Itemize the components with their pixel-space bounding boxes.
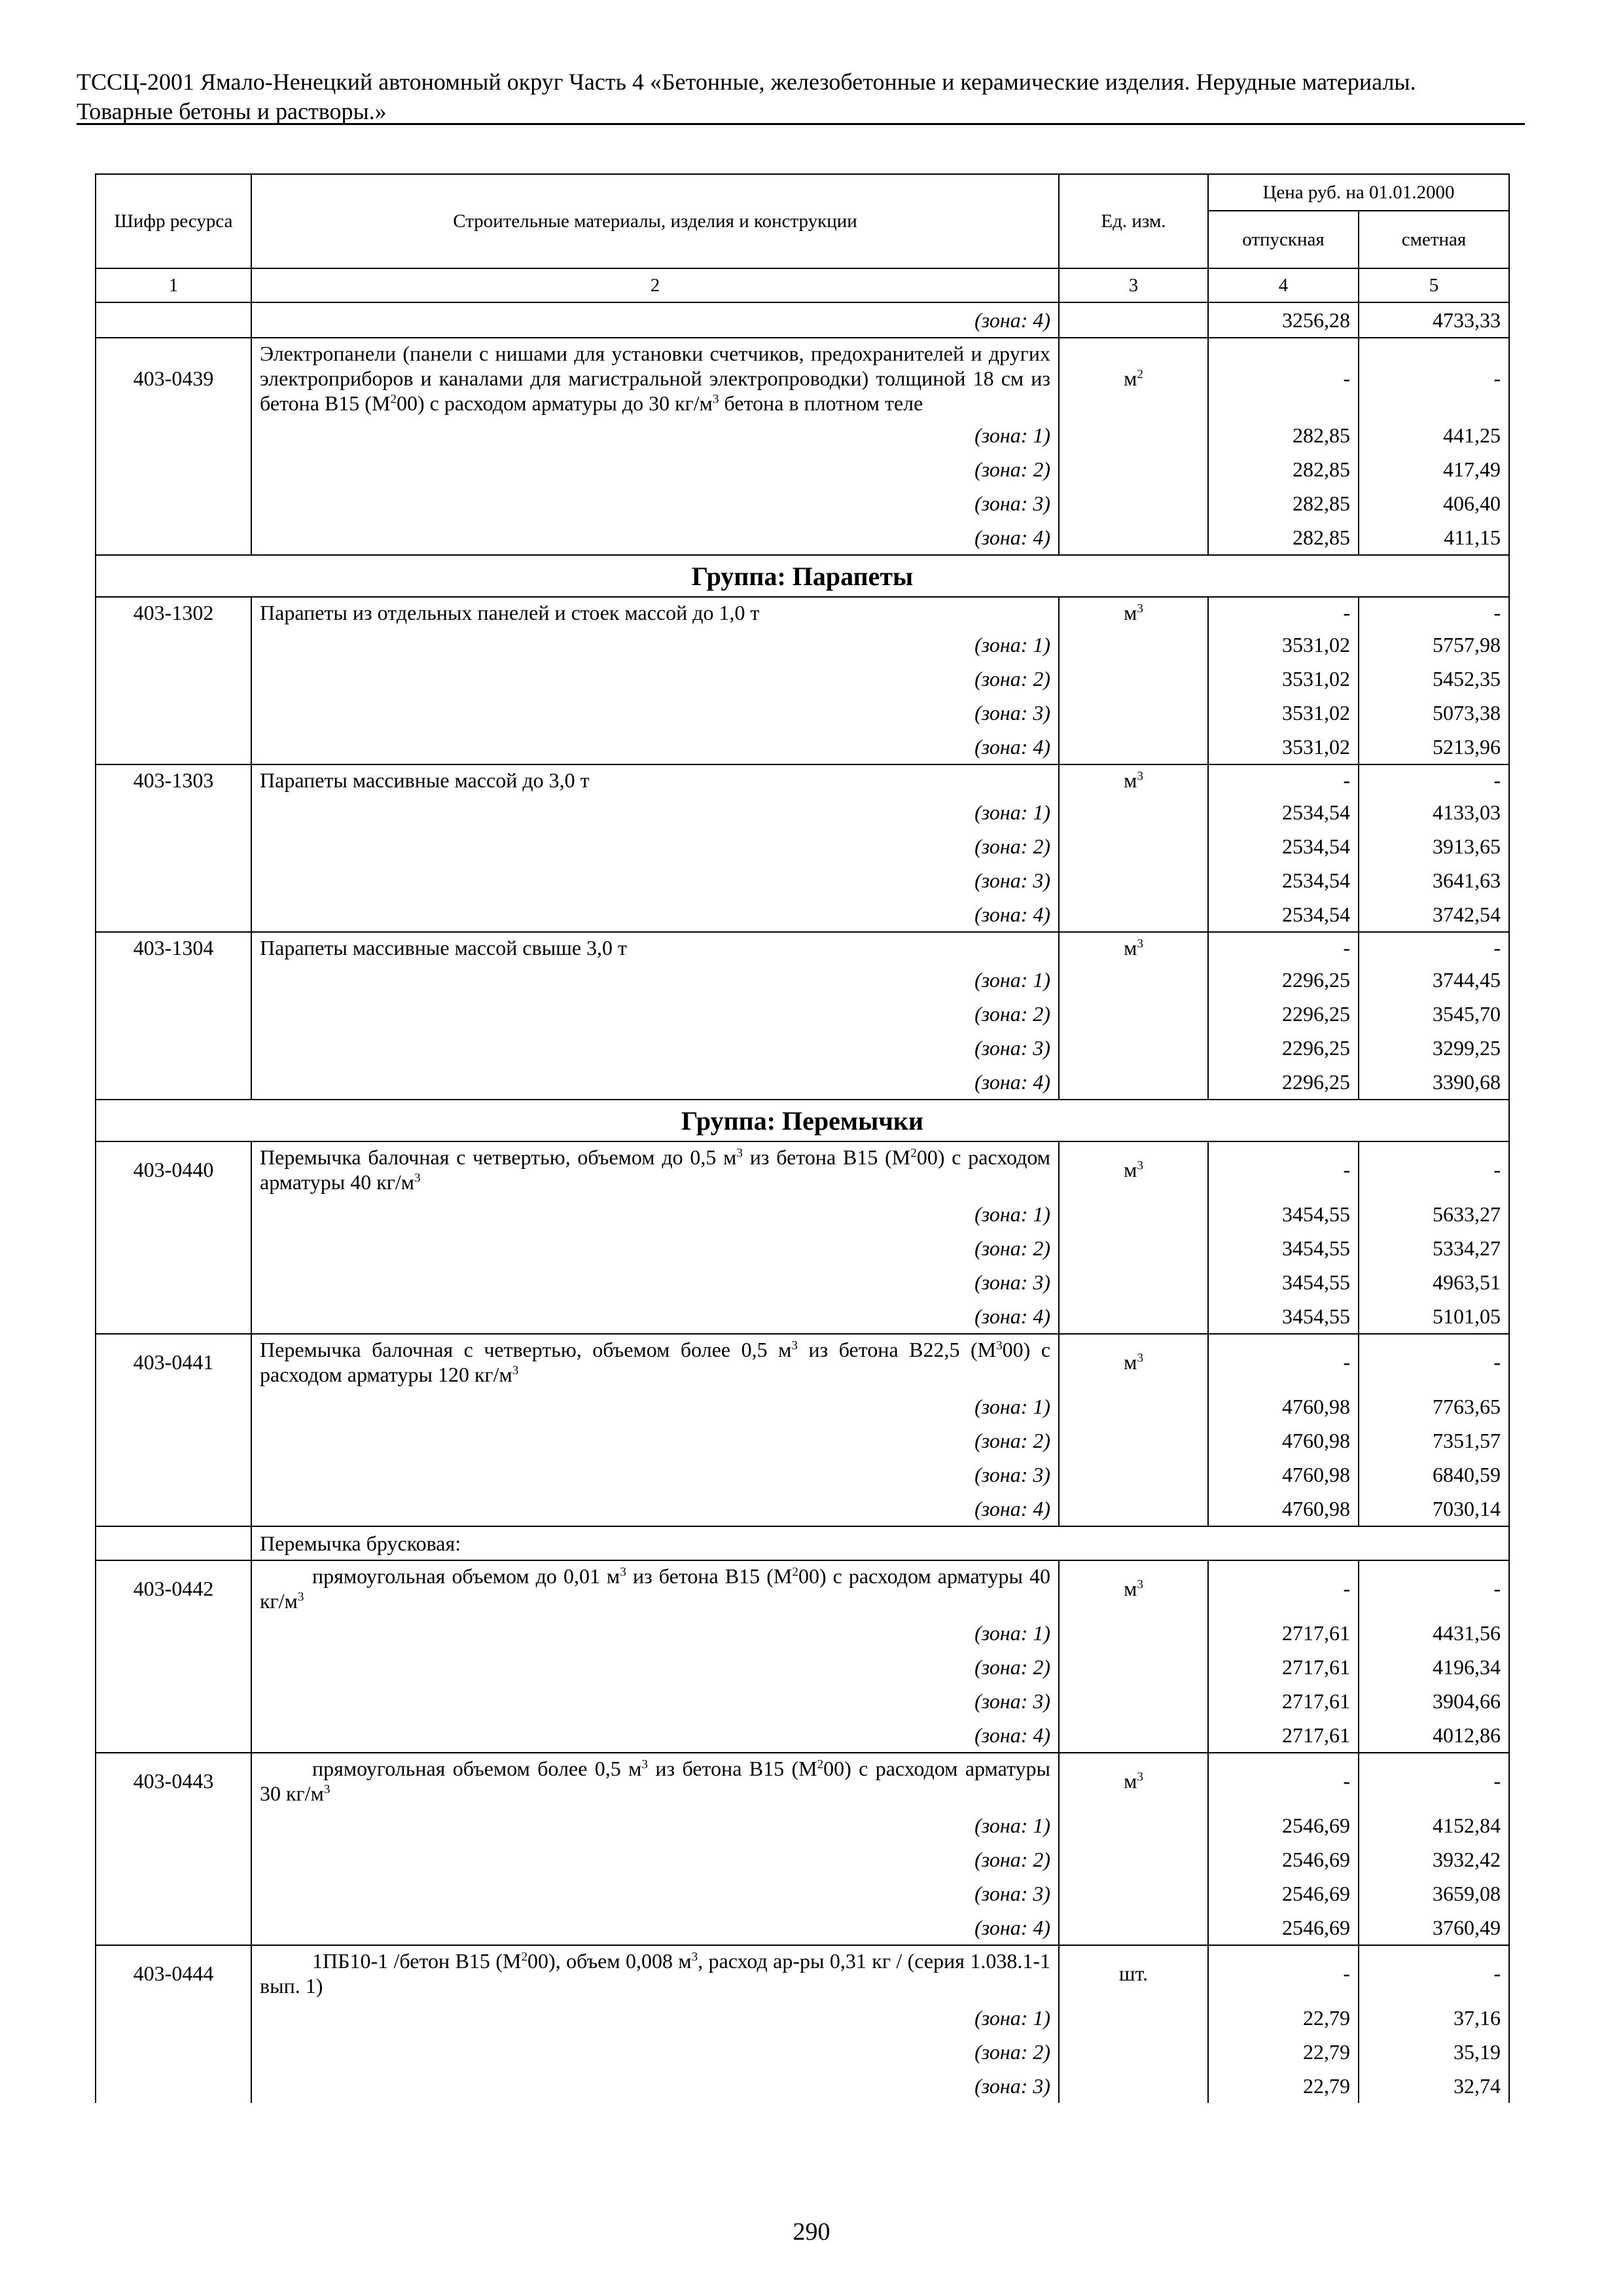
table-row: (зона: 4) 2534,54 3742,54 [96,897,1509,932]
table-row: (зона: 3) 2717,61 3904,66 [96,1684,1509,1718]
resource-code: 403-1303 [96,764,251,795]
table-row: (зона: 1) 3531,02 5757,98 [96,628,1509,662]
resource-description: Парапеты массивные массой до 3,0 т [251,764,1059,795]
col-code-header: Шифр ресурса [96,174,251,268]
table-row: (зона: 2) 3454,55 5334,27 [96,1231,1509,1265]
table-row: (зона: 3) 4760,98 6840,59 [96,1458,1509,1492]
resource-description: Парапеты из отдельных панелей и стоек массой до 1,0 т [251,597,1059,628]
resource-description: Перемычка балочная с четвертью, объемом до 0,5 $м^3$ из бетона В15 $(М^200)$ с расходом арматуры 40 $кг/м^3$ [251,1141,1059,1197]
release-price: - [1208,338,1359,418]
release-price: 3256,28 [1208,302,1359,338]
col-release-header: отпускная [1208,211,1359,268]
group-title: Группа: Парапеты [96,555,1509,597]
col-price-header: Цена руб. на 01.01.2000 [1208,174,1509,211]
column-numbers-row [96,268,1509,302]
resource-description: Парапеты массивные массой свыше 3,0 т [251,932,1059,963]
table-row: (зона: 4) 4760,98 7030,14 [96,1492,1509,1526]
resource-code: 403-0439 [96,338,251,418]
header-line-2: Товарные бетоны и растворы.» [77,98,387,124]
resource-code: 403-1302 [96,597,251,628]
resource-code: 403-0442 [96,1560,251,1616]
table-row: 403-0440 Перемычка балочная с четвертью, объемом до 0,5 $м^3$ из бетона В15 $(М^200)$ с расходом арматуры 40 $кг/м^3$ $м^3$ - - [96,1141,1509,1197]
table-row: (зона: 1) 3454,55 5633,27 [96,1197,1509,1231]
col-num: 4 [1208,268,1359,302]
table-row: 403-0443 прямоугольная объемом более 0,5 $м^3$ из бетона В15 $(М^200)$ с расходом арматуры 30 $кг/м^3$ $м^3$ - - [96,1753,1509,1808]
col-num: 1 [96,268,251,302]
unit: $м^3$ [1059,1560,1208,1616]
subheading-row [96,1526,1509,1560]
estimate-price: 4733,33 [1359,302,1509,338]
table-row: 403-0444 1ПБ10-1 /бетон В15 $(М^200)$, объем 0,008 $м^3$, расход ар-ры 0,31 кг / (серия 1.038.1-1 вып. 1) шт. - - [96,1945,1509,2001]
table-row: (зона: 3) 3531,02 5073,38 [96,696,1509,730]
table-row: (зона: 1) 282,85 441,25 [96,418,1509,452]
table-row: 403-0442 прямоугольная объемом до 0,01 $м^3$ из бетона В15 $(М^200)$ с расходом арматуры 40 $кг/м^3$ $м^3$ - - [96,1560,1509,1616]
unit: $м^3$ [1059,1334,1208,1390]
table-row: (зона: 2) 2546,69 3932,42 [96,1842,1509,1876]
table-row: (зона: 2) 22,79 35,19 [96,2035,1509,2069]
group-heading-row [96,555,1509,597]
group-heading-row [96,1100,1509,1141]
table-row: 403-0441 Перемычка балочная с четвертью, объемом более 0,5 $м^3$ из бетона В22,5 $(М^300)$ с расходом арматуры 120 $кг/м^3$ $м^3$ - - [96,1334,1509,1390]
table-row: (зона: 3) 22,79 32,74 [96,2069,1509,2103]
page-number: 290 [793,2218,830,2246]
subheading-title: Перемычка брусковая: [251,1526,1509,1560]
header-line-1: ТССЦ-2001 Ямало-Ненецкий автономный округ Часть 4 «Бетонные, железобетонные и керамические изделия. Нерудные материалы. [77,69,1416,95]
table-row: (зона: 2) 3531,02 5452,35 [96,662,1509,696]
resource-description: 1ПБ10-1 /бетон В15 $(М^200)$, объем 0,008 $м^3$, расход ар-ры 0,31 кг / (серия 1.038.1-1 вып. 1) [251,1945,1059,2001]
table-row: (зона: 3) 2546,69 3659,08 [96,1876,1509,1910]
unit: $м^3$ [1059,1753,1208,1808]
table-row: (зона: 4) 282,85 411,15 [96,520,1509,555]
table-row: (зона: 1) 2296,25 3744,45 [96,963,1509,997]
col-num: 5 [1359,268,1509,302]
table-row: (зона: 1) 22,79 37,16 [96,2001,1509,2035]
table-header [96,174,1509,268]
unit: $м^3$ [1059,597,1208,628]
table-row: (зона: 1) 2717,61 4431,56 [96,1616,1509,1650]
resource-description: прямоугольная объемом более 0,5 $м^3$ из бетона В15 $(М^200)$ с расходом арматуры 30 $кг/м^3$ [251,1753,1059,1808]
header-rule [77,123,1525,125]
resource-code: 403-0441 [96,1334,251,1390]
table-row: 403-1303 Парапеты массивные массой до 3,0 т $м^3$ - - [96,764,1509,795]
table-row: (зона: 2) 2534,54 3913,65 [96,829,1509,863]
table-row: (зона: 3) 2534,54 3641,63 [96,863,1509,897]
table-row: (зона: 2) 4760,98 7351,57 [96,1424,1509,1458]
resource-code: 403-1304 [96,932,251,963]
unit: $м^3$ [1059,932,1208,963]
unit: шт. [1059,1945,1208,2001]
resource-description: Перемычка балочная с четвертью, объемом более 0,5 $м^3$ из бетона В22,5 $(М^300)$ с расходом арматуры 120 $кг/м^3$ [251,1334,1059,1390]
zone-label: (зона: 4) [251,302,1059,338]
table-row: (зона: 4) 2296,25 3390,68 [96,1065,1509,1100]
col-estimate-header: сметная [1359,211,1509,268]
table-row: (зона: 2) 2717,61 4196,34 [96,1650,1509,1684]
col-name-header: Строительные материалы, изделия и конструкции [251,174,1059,268]
col-num: 2 [251,268,1059,302]
price-table [95,173,1510,2103]
group-title: Группа: Перемычки [96,1100,1509,1141]
resource-code: 403-0443 [96,1753,251,1808]
table-row: (зона: 4) 2546,69 3760,49 [96,1910,1509,1945]
estimate-price: - [1359,338,1509,418]
resource-code: 403-0440 [96,1141,251,1197]
table-row: (зона: 2) 2296,25 3545,70 [96,997,1509,1031]
table-row: (зона: 3) 2296,25 3299,25 [96,1031,1509,1065]
table-row: (зона: 2) 282,85 417,49 [96,452,1509,486]
table-row: (зона: 4) 3531,02 5213,96 [96,730,1509,764]
table-row: (зона: 1) 2534,54 4133,03 [96,795,1509,829]
resource-code: 403-0444 [96,1945,251,2001]
table-row [96,338,1509,418]
table-row: 403-1302 Парапеты из отдельных панелей и стоек массой до 1,0 т $м^3$ - - [96,597,1509,628]
table-row: (зона: 1) 2546,69 4152,84 [96,1808,1509,1842]
running-header [77,67,1525,126]
unit: $м^3$ [1059,764,1208,795]
table-row: (зона: 4) 2717,61 4012,86 [96,1718,1509,1753]
unit: $м^2$ [1059,338,1208,418]
table-row [96,302,1509,338]
table-row: (зона: 4) 3454,55 5101,05 [96,1299,1509,1334]
resource-description: прямоугольная объемом до 0,01 $м^3$ из бетона В15 $(М^200)$ с расходом арматуры 40 $кг/м^3$ [251,1560,1059,1616]
table-row: (зона: 3) 3454,55 4963,51 [96,1265,1509,1299]
table-row: (зона: 1) 4760,98 7763,65 [96,1390,1509,1424]
resource-description: Электропанели (панели с нишами для установки счетчиков, предохранителей и других электроприборов и каналами для магистральной электропроводки) толщиной 18 см из бетона В15 $(М^200)$ с расходом арматуры до 30 $кг/м^3$ бетона в плотном теле [251,338,1059,418]
unit: $м^3$ [1059,1141,1208,1197]
col-num: 3 [1059,268,1208,302]
table-row: 403-1304 Парапеты массивные массой свыше 3,0 т $м^3$ - - [96,932,1509,963]
table-row: (зона: 3) 282,85 406,40 [96,486,1509,520]
col-unit-header: Ед. изм. [1059,174,1208,268]
